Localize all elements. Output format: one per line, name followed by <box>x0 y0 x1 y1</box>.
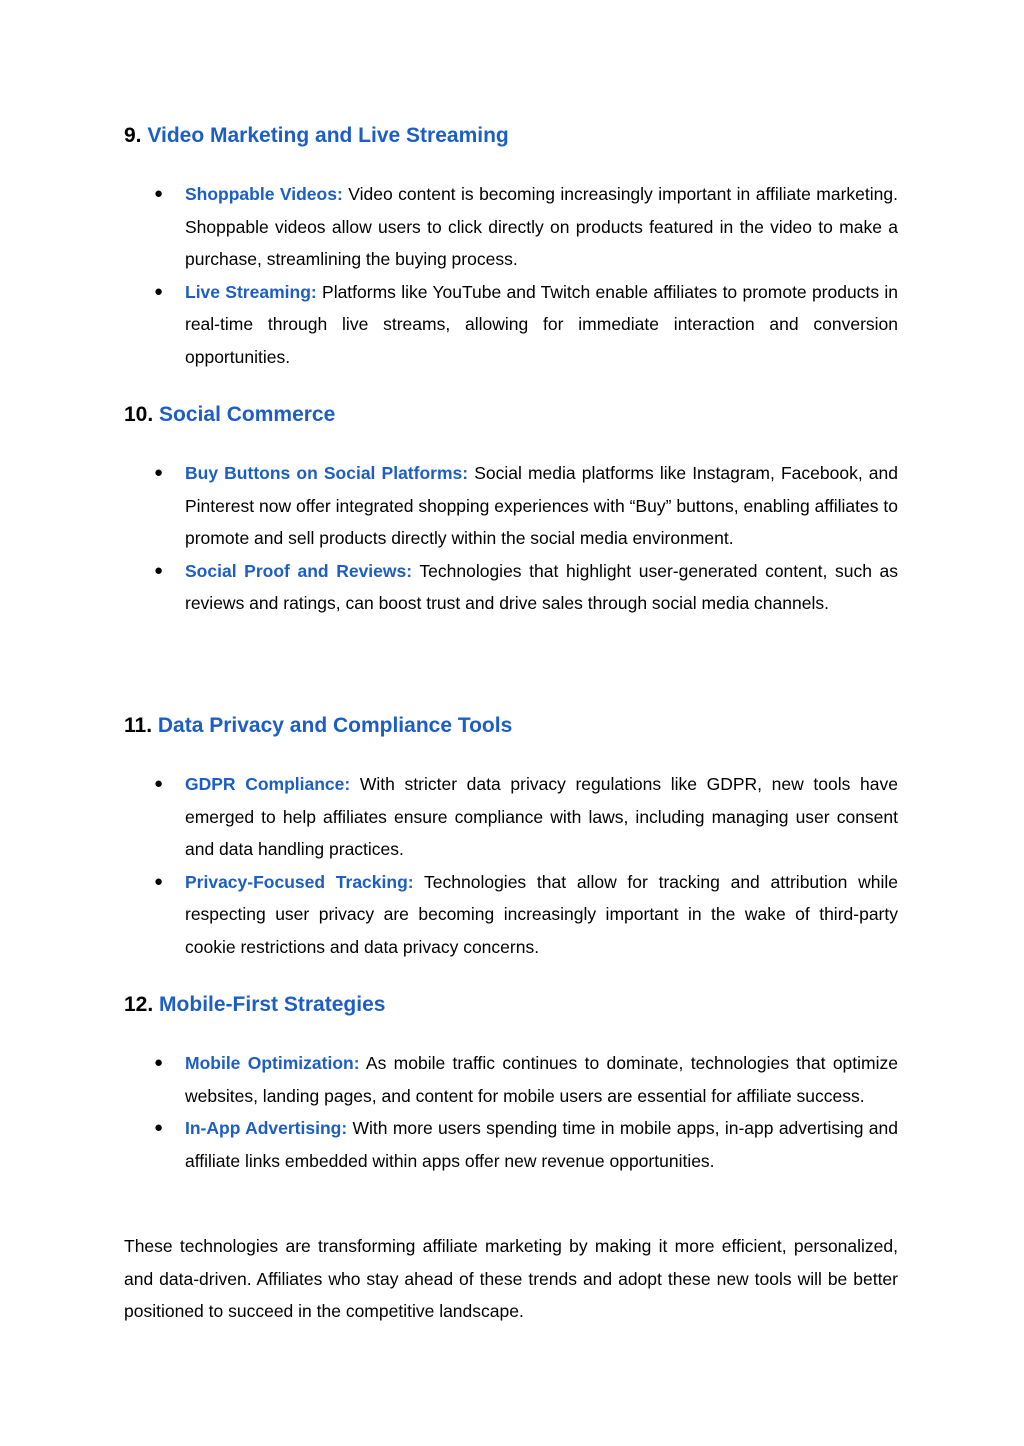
bullet-icon: ● <box>154 464 164 481</box>
bullet-term: In-App Advertising: <box>185 1118 348 1139</box>
bullet-icon: ● <box>154 1119 164 1137</box>
list-item <box>124 866 898 964</box>
bullet-text: Video content is becoming increasingly important in affiliate marketing. Shoppable videos allow users to click directly on products featured in the video to make a purchase, streamlining the buying process. <box>185 184 898 270</box>
bullet-term: GDPR Compliance: <box>185 774 351 794</box>
bullet-term: Social Proof and Reviews: <box>185 560 413 581</box>
bullet-icon: ● <box>154 282 164 300</box>
bullet-text: Platforms like YouTube and Twitch enable affiliates to promote products in real-time through live streams, allowing for immediate interaction and conversion opportunities. <box>185 281 898 367</box>
list-item <box>124 457 898 555</box>
section-heading <box>124 401 335 429</box>
list-item <box>124 1047 898 1112</box>
list-item <box>124 1112 898 1177</box>
section-title: Video Marketing and Live Streaming <box>147 124 509 147</box>
bullet-text: As mobile traffic continues to dominate, technologies that optimize websites, landing pages, and content for mobile users are essential for affiliate success. <box>185 1053 898 1106</box>
bullet-icon: ● <box>154 561 164 579</box>
bullet-list <box>124 178 898 374</box>
section-number: 9. <box>124 124 142 147</box>
bullet-term: Buy Buttons on Social Platforms: <box>185 463 469 483</box>
list-item <box>124 768 898 866</box>
section-heading <box>124 991 385 1019</box>
bullet-list <box>124 457 898 620</box>
bullet-term: Privacy-Focused Tracking: <box>185 871 414 892</box>
bullet-text: Technologies that allow for tracking and attribution while respecting user privacy are becoming increasingly important in the wake of third-party cookie restrictions and data privacy concerns. <box>185 871 898 957</box>
section-title: Social Commerce <box>159 403 336 426</box>
list-item <box>124 276 898 374</box>
bullet-term: Shoppable Videos: <box>185 184 343 204</box>
bullet-term: Mobile Optimization: <box>185 1053 360 1073</box>
section-title: Mobile-First Strategies <box>159 993 386 1016</box>
bullet-list <box>124 1047 898 1177</box>
section-number: 10. <box>124 403 154 426</box>
section-title: Data Privacy and Compliance Tools <box>157 714 513 737</box>
list-item <box>124 555 898 620</box>
bullet-icon: ● <box>154 185 164 202</box>
bullet-icon: ● <box>154 872 164 890</box>
list-item <box>124 178 898 276</box>
bullet-term: Live Streaming: <box>185 281 317 302</box>
section-heading <box>124 712 512 740</box>
closing-paragraph: These technologies are transforming affiliate marketing by making it more efficient, personalized, and data-driven. Affiliates who stay ahead of these trends and adopt these new tools will be better positioned to succeed in the competitive landscape. <box>124 1236 898 1322</box>
bullet-text: With stricter data privacy regulations like GDPR, new tools have emerged to help affiliates ensure compliance with laws, including managing user consent and data handling practices. <box>185 774 898 860</box>
section-number: 12. <box>124 993 154 1016</box>
bullet-text: With more users spending time in mobile apps, in-app advertising and affiliate links embedded within apps offer new revenue opportunities. <box>185 1118 898 1171</box>
bullet-text: Technologies that highlight user-generated content, such as reviews and ratings, can boost trust and drive sales through social media channels. <box>185 560 899 614</box>
bullet-text: Social media platforms like Instagram, Facebook, and Pinterest now offer integrated shopping experiences with “Buy” buttons, enabling affiliates to promote and sell products directly within the social media environment. <box>185 463 899 549</box>
section-number: 11. <box>124 714 153 737</box>
section-heading <box>124 122 509 150</box>
bullet-icon: ● <box>154 1054 164 1071</box>
bullet-list <box>124 768 898 964</box>
bullet-icon: ● <box>154 775 164 792</box>
